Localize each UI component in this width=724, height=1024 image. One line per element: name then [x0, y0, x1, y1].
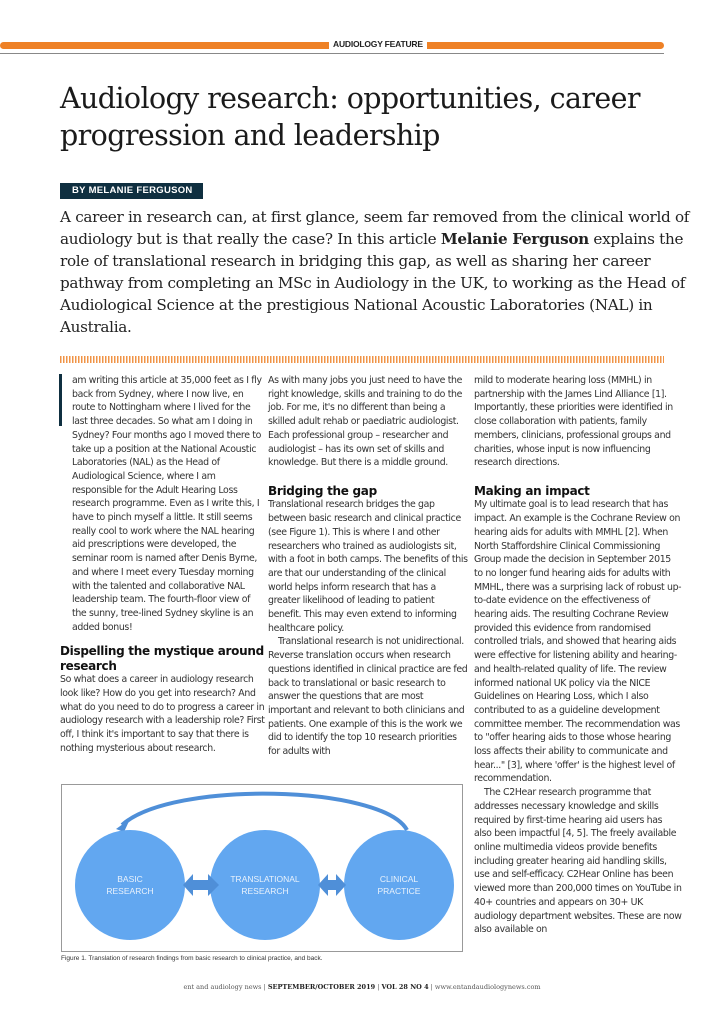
body-column-1: [60, 374, 265, 756]
paragraph: So what does a career in audiology research look like? How do you get into research? And what do you need to do to progress a career in audiology research with a leadership role? First off, I think it's important to say that there is nothing mysterious about research.: [60, 674, 265, 754]
standfirst-text-end: explains the role of translational research in bridging this gap, as well as sharing her career pathway from completing an MSc in Audiology in the UK, to working as the Head of Audiological Science at the prestigious National Acoustic Laboratories (NAL) in Australia.: [60, 230, 686, 336]
section-heading: Bridging the gap: [268, 483, 377, 498]
label-line: PRACTICE: [377, 886, 421, 896]
section-heading: Dispelling the mystique around research: [60, 644, 264, 673]
body-column-3: [474, 374, 682, 937]
dotted-divider: [60, 356, 664, 363]
paragraph: As with many jobs you just need to have the right knowledge, skills and training to do the job. For me, it's no different than being a skilled adult rehab or paediatric audiologist. Each professional group – researcher and audiologist – has its own set of skills and knowledge. But there is a middle ground.: [268, 375, 463, 469]
section-heading: Making an impact: [474, 483, 590, 498]
circle-label-basic: [75, 873, 185, 897]
byline: BY MELANIE FERGUSON: [60, 183, 203, 199]
label-line: TRANSLATIONAL: [230, 874, 300, 884]
paragraph: Translational research is not unidirectional. Reverse translation occurs when research questions identified in clinical practice are fed back to translational or basic research to answer the questions that are most important and relevant to both clinicians and patients. One example of this is the work we did to identify the top 10 research priorities for adults with: [268, 636, 468, 758]
header-accent-bar-left: [0, 42, 364, 49]
standfirst-text-start: A career in research can, at first glance, seem far removed from the clinical world of audiology but is that really the case? In this article: [60, 208, 690, 248]
label-line: CLINICAL: [379, 874, 419, 884]
paragraph: My ultimate goal is to lead research that has impact. An example is the Cochrane Review on hearing aids for adults with MMHL [2]. When North Staffordshire Clinical Commissioning Group made the decision in September 2015 to no longer fund hearing aids for adults with MMHL, there was a surprising lack of robust up-to-date evidence on the effectiveness of hearing aids. The resulting Cochrane Review provided this evidence from randomised controlled trials, and showed that hearing aids were effective for listening ability and hearing- and health-related quality of life. The review informed national UK policy via the NICE Guidelines on Hearing Loss, which I also contributed to as a guideline development committee member. The recommendation was to "offer hearing aids to those whose hearing loss affects their ability to communicate and hear..." [3], where 'offer' is the highest level of recommendation.: [474, 499, 682, 785]
section-label: AUDIOLOGY FEATURE: [329, 39, 427, 49]
circle-label-translational: [210, 873, 320, 897]
standfirst-author: Melanie Ferguson: [440, 230, 589, 248]
volume-number: VOL 28 NO 4: [381, 983, 429, 991]
header-divider: [0, 53, 664, 54]
label-line: RESEARCH: [241, 886, 289, 896]
publication-name: ent and audiology news: [183, 983, 262, 991]
label-line: BASIC: [117, 874, 143, 884]
circle-label-clinical: [344, 873, 454, 897]
feedback-arc-arrow: [122, 794, 407, 830]
standfirst: [60, 206, 700, 338]
paragraph: Translational research bridges the gap between basic research and clinical practice (see Figure 1). This is where I and other researchers who trained as audiologists sit, with a foot in both camps. The benefits of this are that our understanding of the clinical world helps inform research that has a greater likelihood of leading to patient benefit. This may even extend to informing healthcare policy.: [268, 499, 468, 634]
issue-date: SEPTEMBER/OCTOBER 2019: [267, 983, 376, 991]
website-link[interactable]: www.entandaudiologynews.com: [434, 983, 541, 991]
label-line: RESEARCH: [106, 886, 154, 896]
figure-caption: Figure 1. Translation of research findings from basic research to clinical practice, and back.: [61, 955, 323, 962]
body-column-2: [268, 374, 468, 759]
page-footer: ent and audiology news | SEPTEMBER/OCTOBER 2019 | VOL 28 NO 4 | www.entandaudiologynews.com: [183, 983, 541, 991]
paragraph: mild to moderate hearing loss (MMHL) in partnership with the James Lind Alliance [1]. Importantly, these priorities were identified in close collaboration with patients, family members, clinicians, professional groups and charities, whose input is now influencing research directions.: [474, 375, 673, 469]
research-flow-diagram: [62, 785, 462, 951]
paragraph: The C2Hear research programme that addresses necessary knowledge and skills required by first-time hearing aid users has also been impactful [4, 5]. The freely available online multimedia videos provide benefits including greater hearing aid handling skills, use and self-efficacy. C2Hear Online has been viewed more than 200,000 times on YouTube in 40+ countries and appears on 30+ UK audiology department websites. These are now also available on: [474, 787, 682, 936]
header-accent-bar-right: [406, 42, 664, 49]
double-arrow-icon: [318, 874, 346, 896]
figure-1-diagram: [61, 784, 463, 952]
article-title: Audiology research: opportunities, career progression and leadership: [60, 82, 640, 152]
paragraph: am writing this article at 35,000 feet as I fly back from Sydney, where I now live, en route to Nottingham where I lived for the last three decades. So what am I doing in Sydney? Four months ago I moved there to take up a position at the National Acoustic Laboratories (NAL) as the Head of Audiological Science, where I am responsible for the Adult Hearing Loss research programme. Even as I write this, I have to pinch myself a little. It still seems really cool to work where the NAL hearing aid prescriptions were developed, the seminar room is named after Denis Byrne, and where I meet every Tuesday morning with the talented and collaborative NAL leadership team. The fourth-floor view of the sunny, tree-lined Sydney skyline is an added bonus!: [72, 375, 262, 633]
